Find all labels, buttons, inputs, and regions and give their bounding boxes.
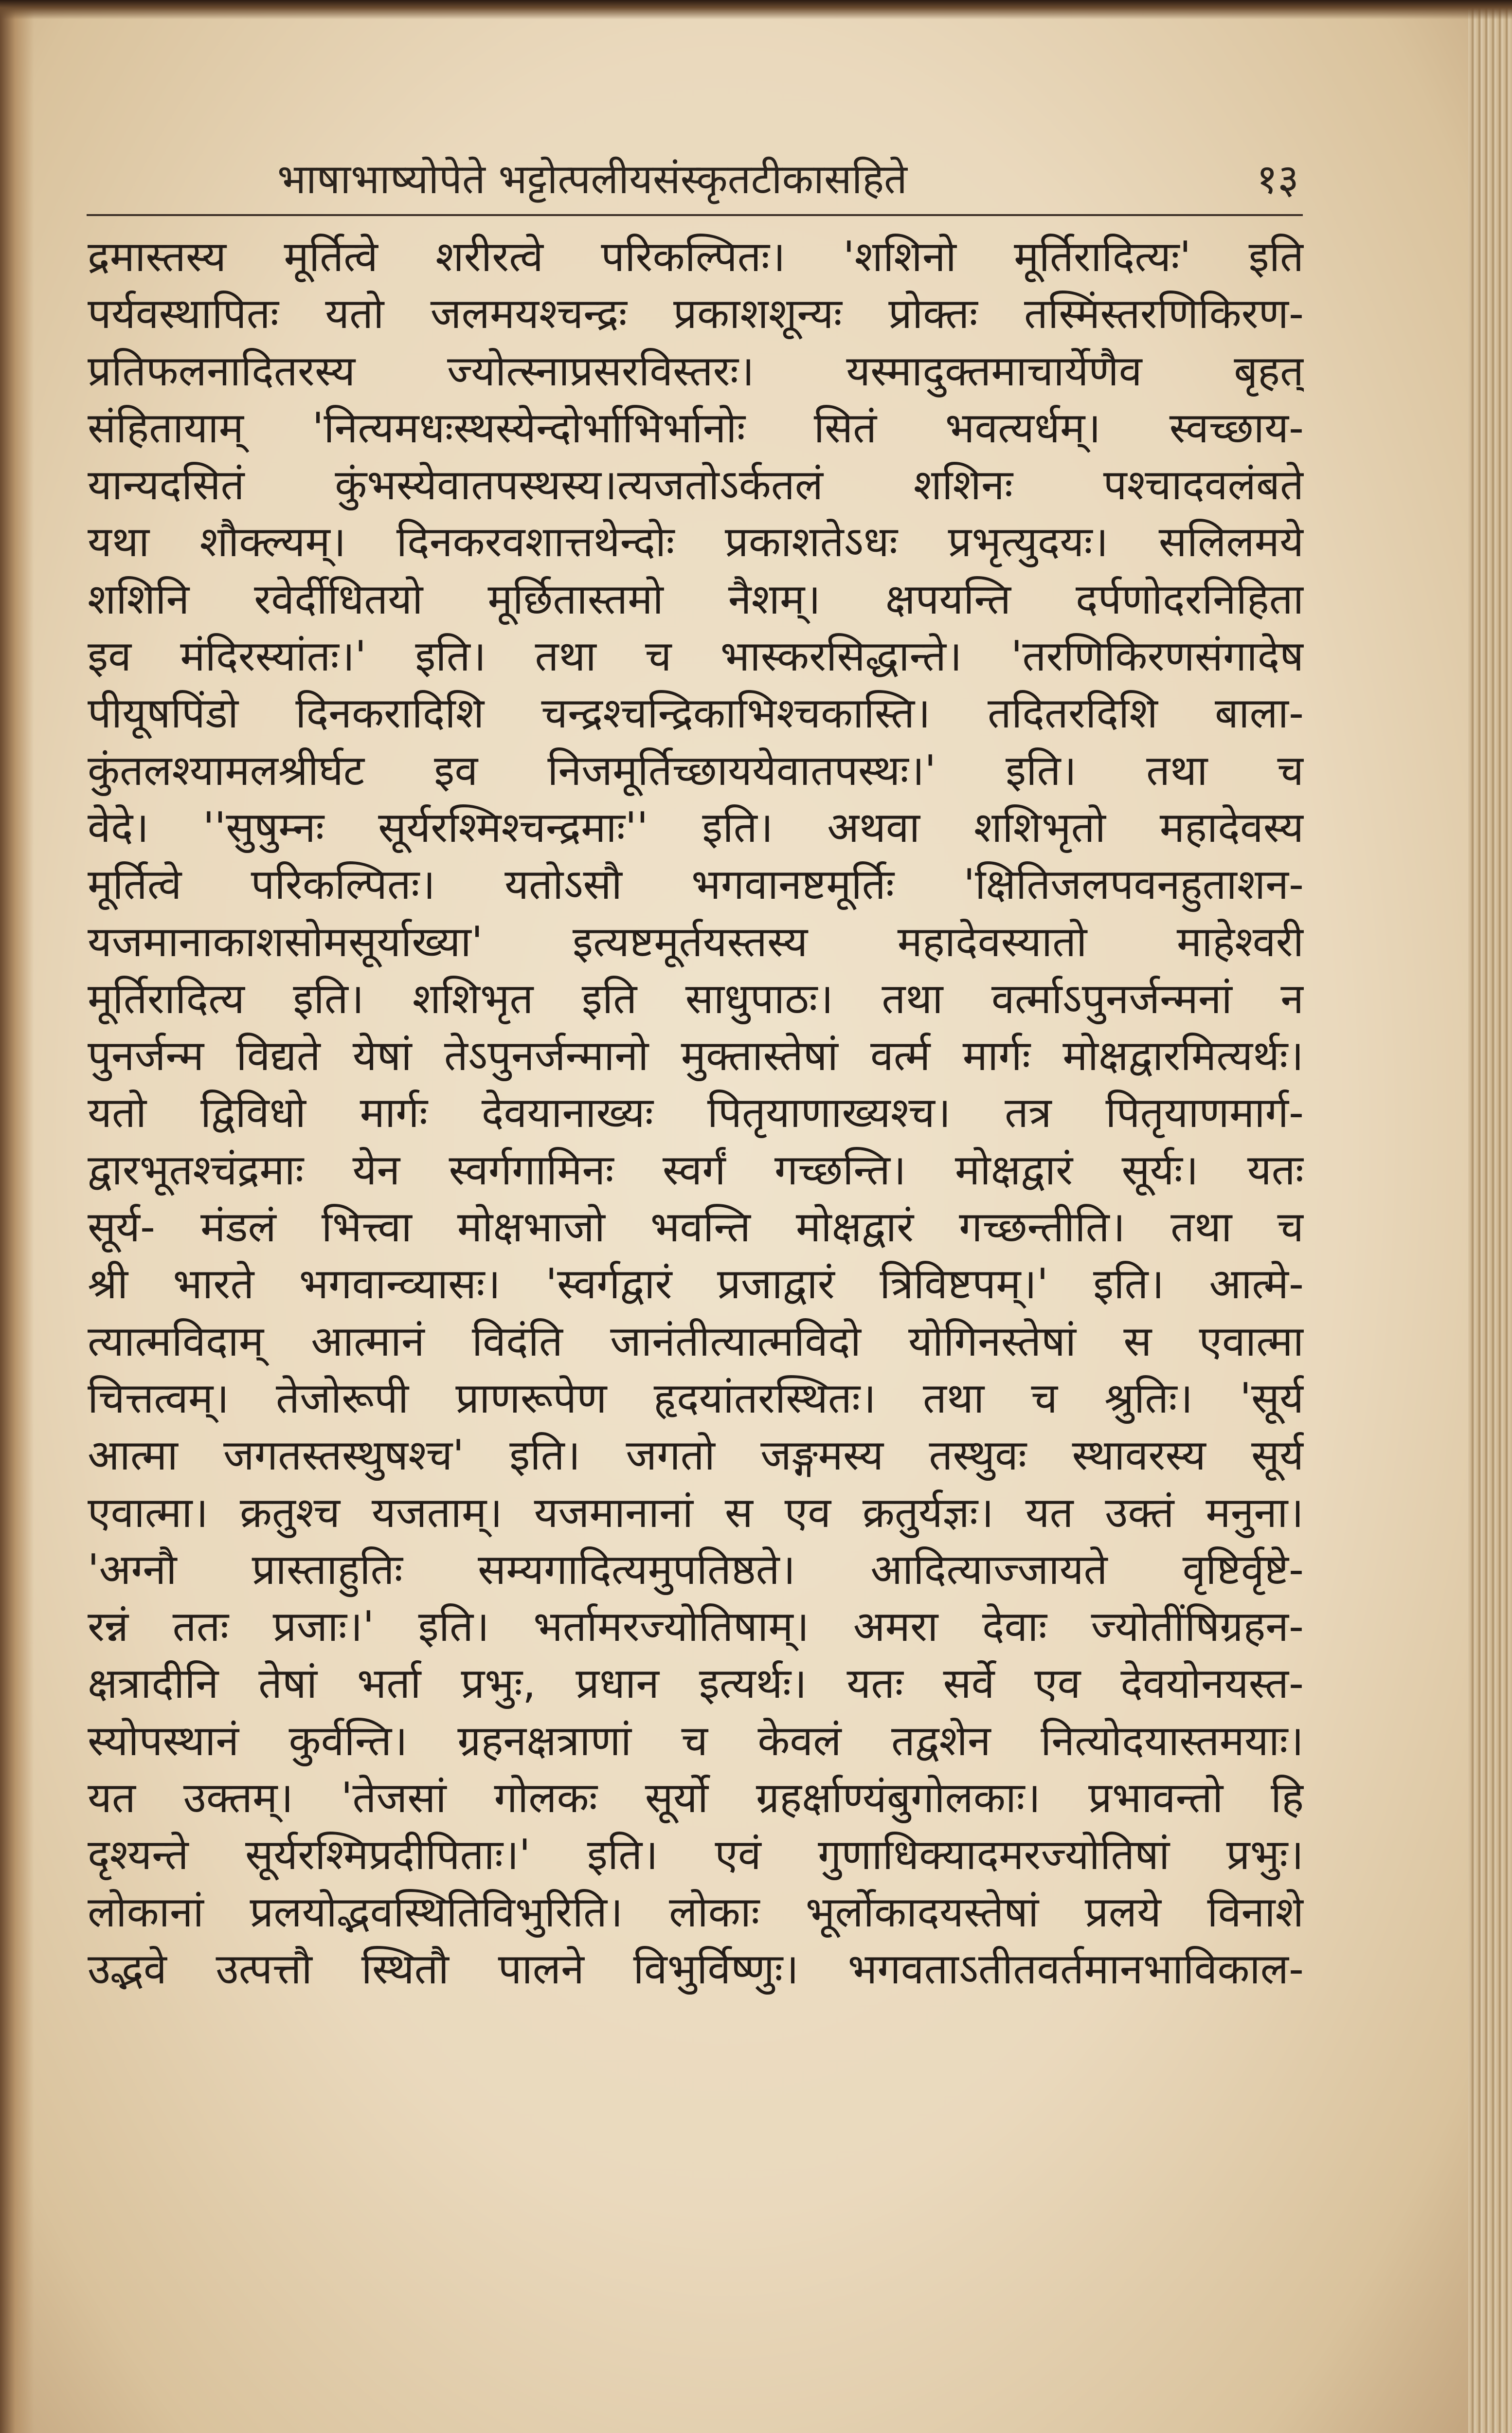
text-line: दृश्यन्ते सूर्यरश्मिप्रदीपिताः।' इति। एवं गुणाधिक्यादमरज्योतिषां प्रभुः। <box>88 1831 1304 1880</box>
text-line: यजमानाकाशसोमसूर्याख्या' इत्यष्टमूर्तयस्तस्य महादेवस्यातो माहेश्वरी <box>88 917 1304 966</box>
text-line: पर्यवस्थापितः यतो जलमयश्चन्द्रः प्रकाशशून्यः प्रोक्तः तस्मिंस्तरणिकिरण- <box>88 290 1304 339</box>
text-line: मूर्तिरादित्य इति। शशिभृत इति साधुपाठः। तथा वर्त्माऽपुनर्जन्मनां न <box>88 974 1304 1023</box>
text-line: द्रमास्तस्य मूर्तित्वे शरीरत्वे परिकल्पितः। 'शशिनो मूर्तिरादित्यः' इति <box>88 233 1304 281</box>
text-line: इव मंदिरस्यांतः।' इति। तथा च भास्करसिद्धान्ते। 'तरणिकिरणसंगादेष <box>88 632 1304 681</box>
text-line: एवात्मा। क्रतुश्च यजताम्। यजमानानां स एव क्रतुर्यज्ञः। यत उक्तं मनुना। <box>88 1488 1304 1537</box>
text-line: क्षत्रादीनि तेषां भर्ता प्रभुः, प्रधान इत्यर्थः। यतः सर्वे एव देवयोनयस्त- <box>88 1659 1304 1708</box>
text-line: आत्मा जगतस्तस्थुषश्च' इति। जगतो जङ्गमस्य तस्थुवः स्थावरस्य सूर्य <box>88 1431 1304 1480</box>
text-line: पीयूषपिंडो दिनकरादिशि चन्द्रश्चन्द्रिकाभिश्चकास्ति। तदितरदिशि बाला- <box>88 689 1304 738</box>
text-line: संहितायाम् 'नित्यमधःस्थस्येन्दोर्भाभिर्भानोः सितं भवत्यर्धम्। स्वच्छाय- <box>88 403 1304 453</box>
running-header <box>185 155 1299 218</box>
binding-shadow <box>0 0 34 2433</box>
text-line: पुनर्जन्म विद्यते येषां तेऽपुनर्जन्मानो मुक्तास्तेषां वर्त्म मार्गः मोक्षद्वारमित्यर्थः। <box>88 1032 1304 1081</box>
header-rule <box>87 214 1303 216</box>
text-line: उद्भवे उत्पत्तौ स्थितौ पालने विभुर्विष्णुः। भगवताऽतीतवर्तमानभाविकाल- <box>88 1944 1304 1994</box>
text-line: श्री भारते भगवान्व्यासः। 'स्वर्गद्वारं प्रजाद्वारं त्रिविष्टपम्।' इति। आत्मे- <box>88 1260 1304 1309</box>
text-line: यथा शौक्ल्यम्। दिनकरवशात्तथेन्दोः प्रकाशतेऽधः प्रभृत्युदयः। सलिलमये <box>88 518 1304 567</box>
body-text <box>88 229 1304 1998</box>
text-line: प्रतिफलनादितरस्य ज्योत्स्नाप्रसरविस्तरः। यस्मादुक्तमाचार्येणैव बृहत् <box>88 346 1304 396</box>
top-edge <box>0 0 1512 19</box>
running-title: भाषाभाष्योपेते भट्टोत्पलीयसंस्कृतटीकासहिते <box>277 155 907 203</box>
text-line: सूर्य- मंडलं भित्त्वा मोक्षभाजो भवन्ति मोक्षद्वारं गच्छन्तीति। तथा च <box>88 1203 1304 1252</box>
text-line: यत उक्तम्। 'तेजसां गोलकः सूर्यो ग्रहर्क्षाण्यंबुगोलकाः। प्रभावन्तो हि <box>88 1774 1304 1823</box>
text-line: लोकानां प्रलयोद्भवस्थितिविभुरिति। लोकाः भूर्लोकादयस्तेषां प्रलये विनाशे <box>88 1888 1304 1937</box>
text-line: वेदे। ''सुषुम्नः सूर्यरश्मिश्चन्द्रमाः'' इति। अथवा शशिभृतो महादेवस्य <box>88 803 1304 852</box>
text-line: यान्यदसितं कुंभस्येवातपस्थस्य।त्यजतोऽर्कतलं शशिनः पश्चादवलंबते <box>88 461 1304 510</box>
text-line: स्योपस्थानं कुर्वन्ति। ग्रहनक्षत्राणां च केवलं तद्वशेन नित्योदयास्तमयाः। <box>88 1716 1304 1765</box>
text-line: द्वारभूतश्चंद्रमाः येन स्वर्गगामिनः स्वर्गं गच्छन्ति। मोक्षद्वारं सूर्यः। यतः <box>88 1145 1304 1195</box>
text-line: शशिनि रवेर्दीधितयो मूर्छितास्तमो नैशम्। क्षपयन्ति दर्पणोदरनिहिता <box>88 575 1304 624</box>
page-edges <box>1468 0 1512 2433</box>
text-line: रन्नं ततः प्रजाः।' इति। भर्तामरज्योतिषाम्। अमरा देवाः ज्योतींषिग्रहन- <box>88 1602 1304 1652</box>
page-number: १३ <box>1256 155 1299 203</box>
text-line: कुंतलश्यामलश्रीर्घट इव निजमूर्तिच्छाययेवातपस्थः।' इति। तथा च <box>88 746 1304 795</box>
text-line: चित्तत्वम्। तेजोरूपी प्राणरूपेण हृदयांतरस्थितः। तथा च श्रुतिः। 'सूर्य <box>88 1374 1304 1423</box>
text-line: मूर्तित्वे परिकल्पितः। यतोऽसौ भगवानष्टमूर्तिः 'क्षितिजलपवनहुताशन- <box>88 860 1304 909</box>
text-line: त्यात्मविदाम् आत्मानं विदंति जानंतीत्यात्मविदो योगिनस्तेषां स एवात्मा <box>88 1317 1304 1366</box>
text-line: 'अग्नौ प्रास्ताहुतिः सम्यगादित्यमुपतिष्ठते। आदित्याज्जायते वृष्टिर्वृष्टे- <box>88 1545 1304 1594</box>
text-line: यतो द्विविधो मार्गः देवयानाख्यः पितृयाणाख्यश्च। तत्र पितृयाणमार्ग- <box>88 1089 1304 1138</box>
